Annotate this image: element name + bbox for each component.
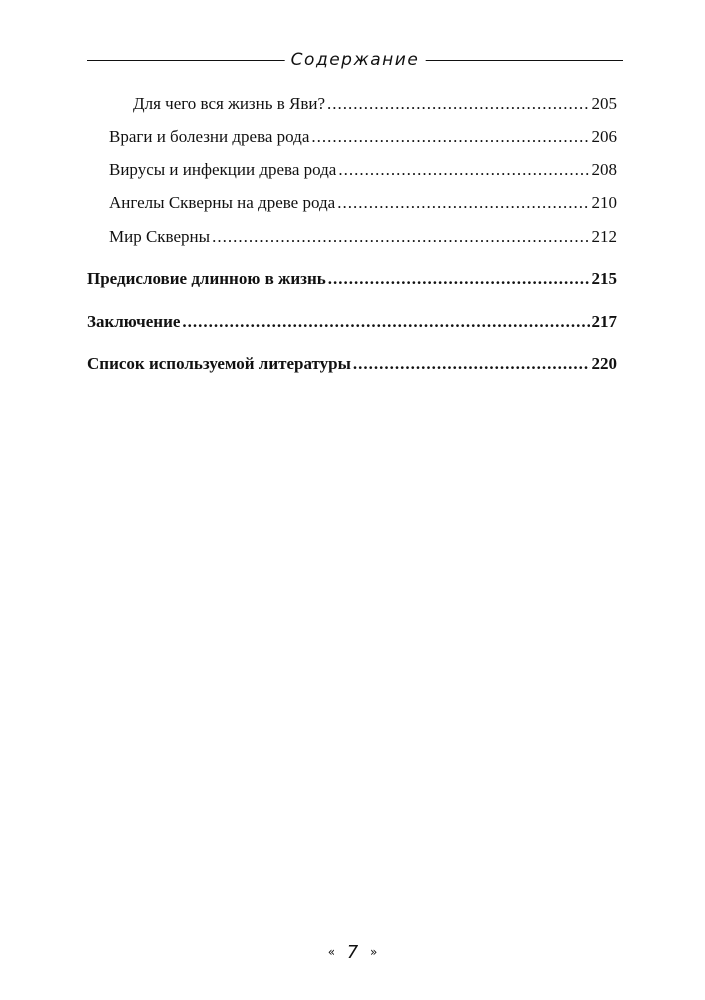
toc-entry-label: Враги и болезни древа рода: [109, 127, 310, 146]
toc-leader: [353, 353, 590, 375]
running-header: [87, 47, 623, 75]
toc-entry-label: Для чего вся жизнь в Яви?: [133, 94, 326, 113]
toc-entry-page: 217: [591, 312, 617, 331]
toc-entry[interactable]: [109, 159, 617, 181]
toc-leader: [338, 159, 589, 181]
toc-entry-page: 212: [591, 227, 617, 246]
toc-entry-label: Ангелы Скверны на древе рода: [109, 193, 336, 212]
toc-leader: [212, 226, 589, 248]
toc-chapter-entry[interactable]: [87, 353, 617, 375]
toc-leader: [311, 126, 589, 148]
toc-chapter-entry[interactable]: [87, 311, 617, 333]
toc-entry-label: Заключение: [87, 312, 181, 331]
toc-leader: [328, 268, 590, 290]
toc-leader: [327, 93, 589, 115]
toc-entry-label: Список используемой литературы: [87, 354, 351, 373]
toc-leader: [182, 311, 589, 333]
toc-entry-page: 205: [591, 94, 617, 113]
toc-entry-page: 215: [591, 269, 617, 288]
page-footer: [0, 940, 705, 965]
header-title: Содержание: [285, 47, 426, 73]
toc-entry-label: Мир Скверны: [109, 227, 211, 246]
left-ornament: «: [327, 945, 336, 959]
toc-entry-page: 208: [591, 160, 617, 179]
toc-entry[interactable]: [133, 93, 617, 115]
toc-entry-page: 206: [591, 127, 617, 146]
toc-entry-label: Вирусы и инфекции древа рода: [109, 160, 337, 179]
toc-leader: [337, 192, 589, 214]
right-ornament: »: [369, 945, 378, 959]
toc-entry[interactable]: [109, 126, 617, 148]
toc-entry[interactable]: [109, 192, 617, 214]
toc-entry-label: Предисловие длинною в жизнь: [87, 269, 326, 288]
toc-entry-page: 220: [591, 354, 617, 373]
page-number: 7: [346, 942, 359, 963]
toc-entry[interactable]: [109, 226, 617, 248]
toc-entry-page: 210: [591, 193, 617, 212]
toc-chapter-entry[interactable]: [87, 268, 617, 290]
